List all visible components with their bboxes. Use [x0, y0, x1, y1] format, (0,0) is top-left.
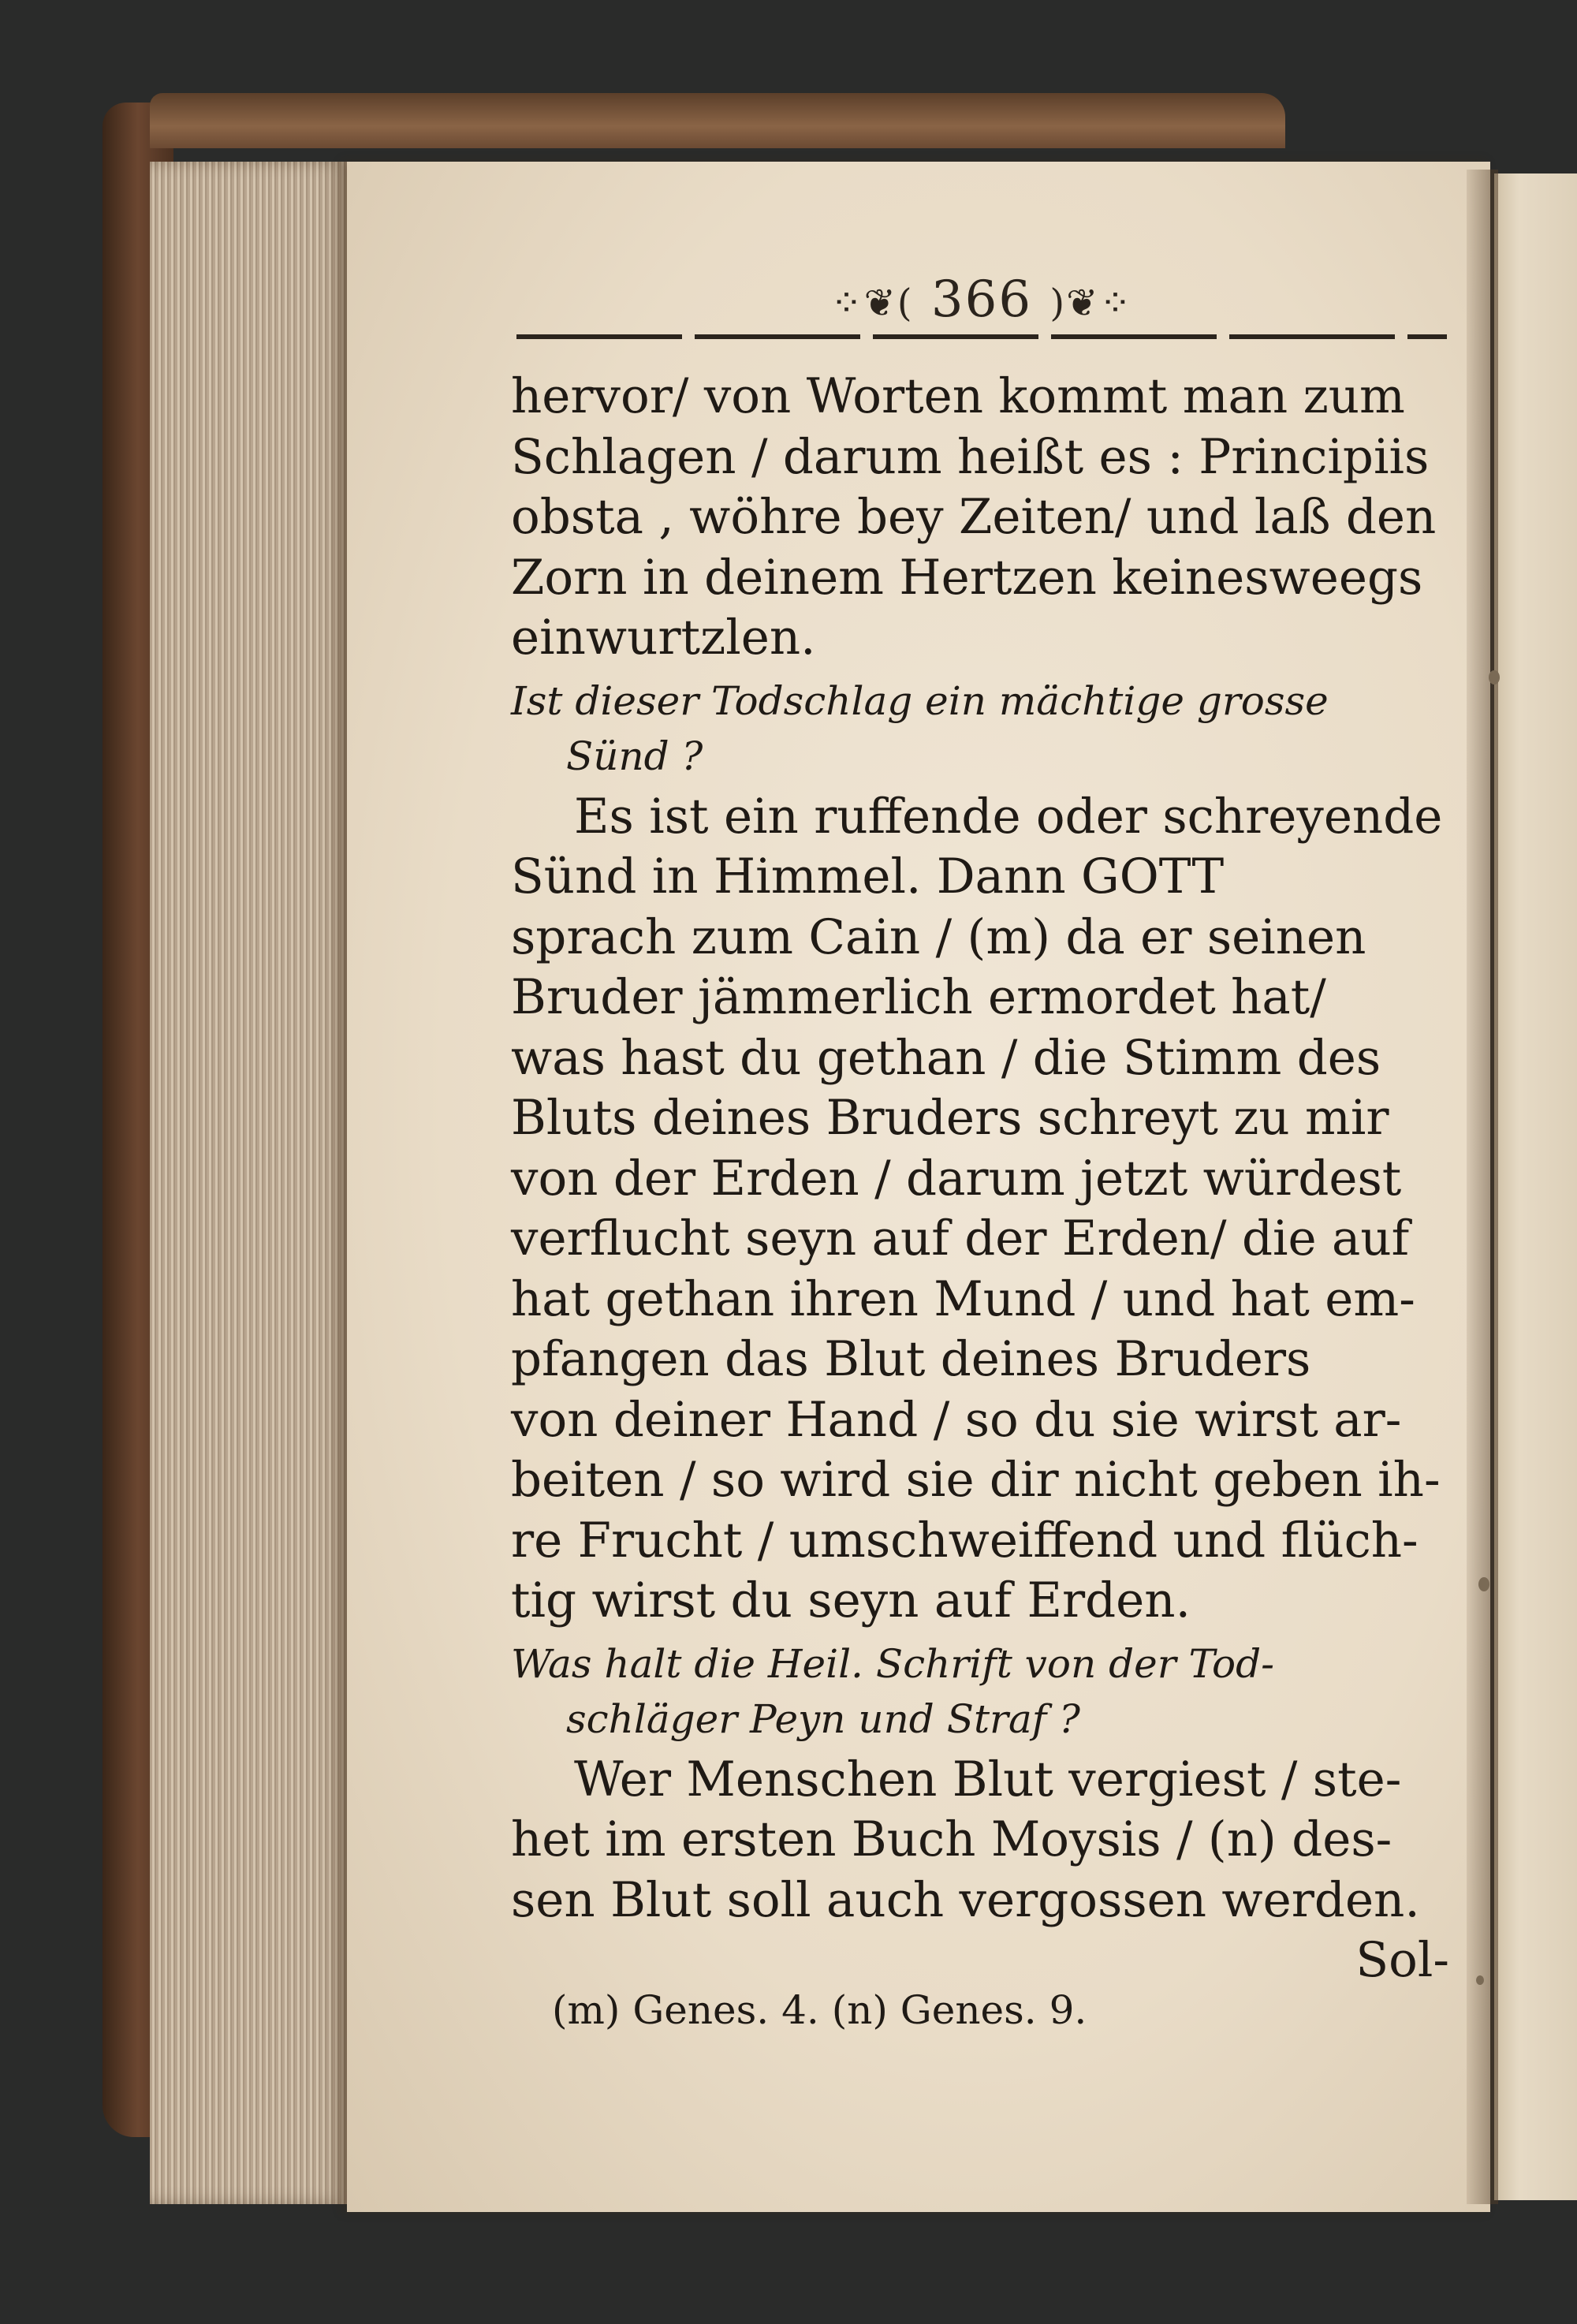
ornament-right-icon: )❦⁘	[1049, 281, 1133, 326]
text-line: Sünd ?	[566, 733, 703, 779]
binding-thread-mark	[1476, 1975, 1484, 1985]
text-line: hervor/ von Worten kommt man zum	[511, 368, 1405, 424]
text-line: von deiner Hand / so du sie wirst ar-	[511, 1391, 1402, 1448]
footnotes: (m) Genes. 4. (n) Genes. 9.	[552, 1987, 1087, 2033]
body-paragraph	[511, 367, 1449, 669]
text-line: verflucht seyn auf der Erden/ die auf	[511, 1210, 1410, 1266]
text-line: von der Erden / darum jetzt würdest	[511, 1150, 1402, 1207]
binding-thread-mark	[1478, 1577, 1489, 1591]
text-line: einwurtzlen.	[511, 610, 816, 666]
body-paragraph	[511, 1750, 1449, 1931]
body-paragraph	[511, 787, 1449, 1632]
text-line: Wer Menschen Blut vergiest / ste-	[574, 1751, 1402, 1807]
text-line: Zorn in deinem Hertzen keinesweegs	[511, 549, 1423, 606]
text-line: Es ist ein ruffende oder schreyende	[574, 788, 1443, 845]
binding-thread-mark	[1489, 670, 1500, 685]
text-line: tig wirst du seyn auf Erden.	[511, 1572, 1191, 1628]
question-heading	[511, 1636, 1449, 1747]
text-line: Was halt die Heil. Schrift von der Tod-	[511, 1640, 1274, 1687]
text-line: sprach zum Cain / (m) da er seinen	[511, 908, 1366, 965]
header-rule	[516, 334, 1447, 339]
text-line: Schlagen / darum heißt es : Principiis	[511, 428, 1430, 485]
page-edges	[150, 162, 347, 2204]
text-line: sen Blut soll auch vergossen werden.	[511, 1871, 1420, 1928]
text-line: Bluts deines Bruders schreyt zu mir	[511, 1090, 1389, 1146]
text-line: hat gethan ihren Mund / und hat em-	[511, 1270, 1415, 1327]
text-line: Sünd in Himmel. Dann GOTT	[511, 849, 1225, 905]
ornament-left-icon: ⁘❦(	[830, 281, 914, 326]
text-line: pfangen das Blut deines Bruders	[511, 1331, 1311, 1387]
text-line: re Frucht / umschweiffend und flüch-	[511, 1512, 1419, 1569]
text-line: Ist dieser Todschlag ein mächtige grosse	[511, 677, 1329, 724]
page-header	[516, 270, 1447, 339]
catchword: Sol-	[1355, 1932, 1449, 1988]
book-cover-top	[150, 93, 1285, 148]
text-line: beiten / so wird sie dir nicht geben ih-	[511, 1452, 1441, 1508]
page-gutter	[1467, 170, 1498, 2204]
text-line: het im ersten Buch Moysis / (n) des-	[511, 1811, 1392, 1867]
page-text	[511, 367, 1449, 1990]
text-line: obsta , wöhre bey Zeiten/ und laß den	[511, 489, 1437, 545]
text-line: schläger Peyn und Straf ?	[566, 1695, 1080, 1742]
text-line: Bruder jämmerlich ermordet hat/	[511, 969, 1326, 1025]
page-number-value: 366	[930, 270, 1033, 329]
text-line: was hast du gethan / die Stimm des	[511, 1029, 1381, 1086]
page-number	[830, 270, 1133, 329]
facing-page-edge	[1494, 173, 1577, 2200]
question-heading	[511, 673, 1449, 784]
